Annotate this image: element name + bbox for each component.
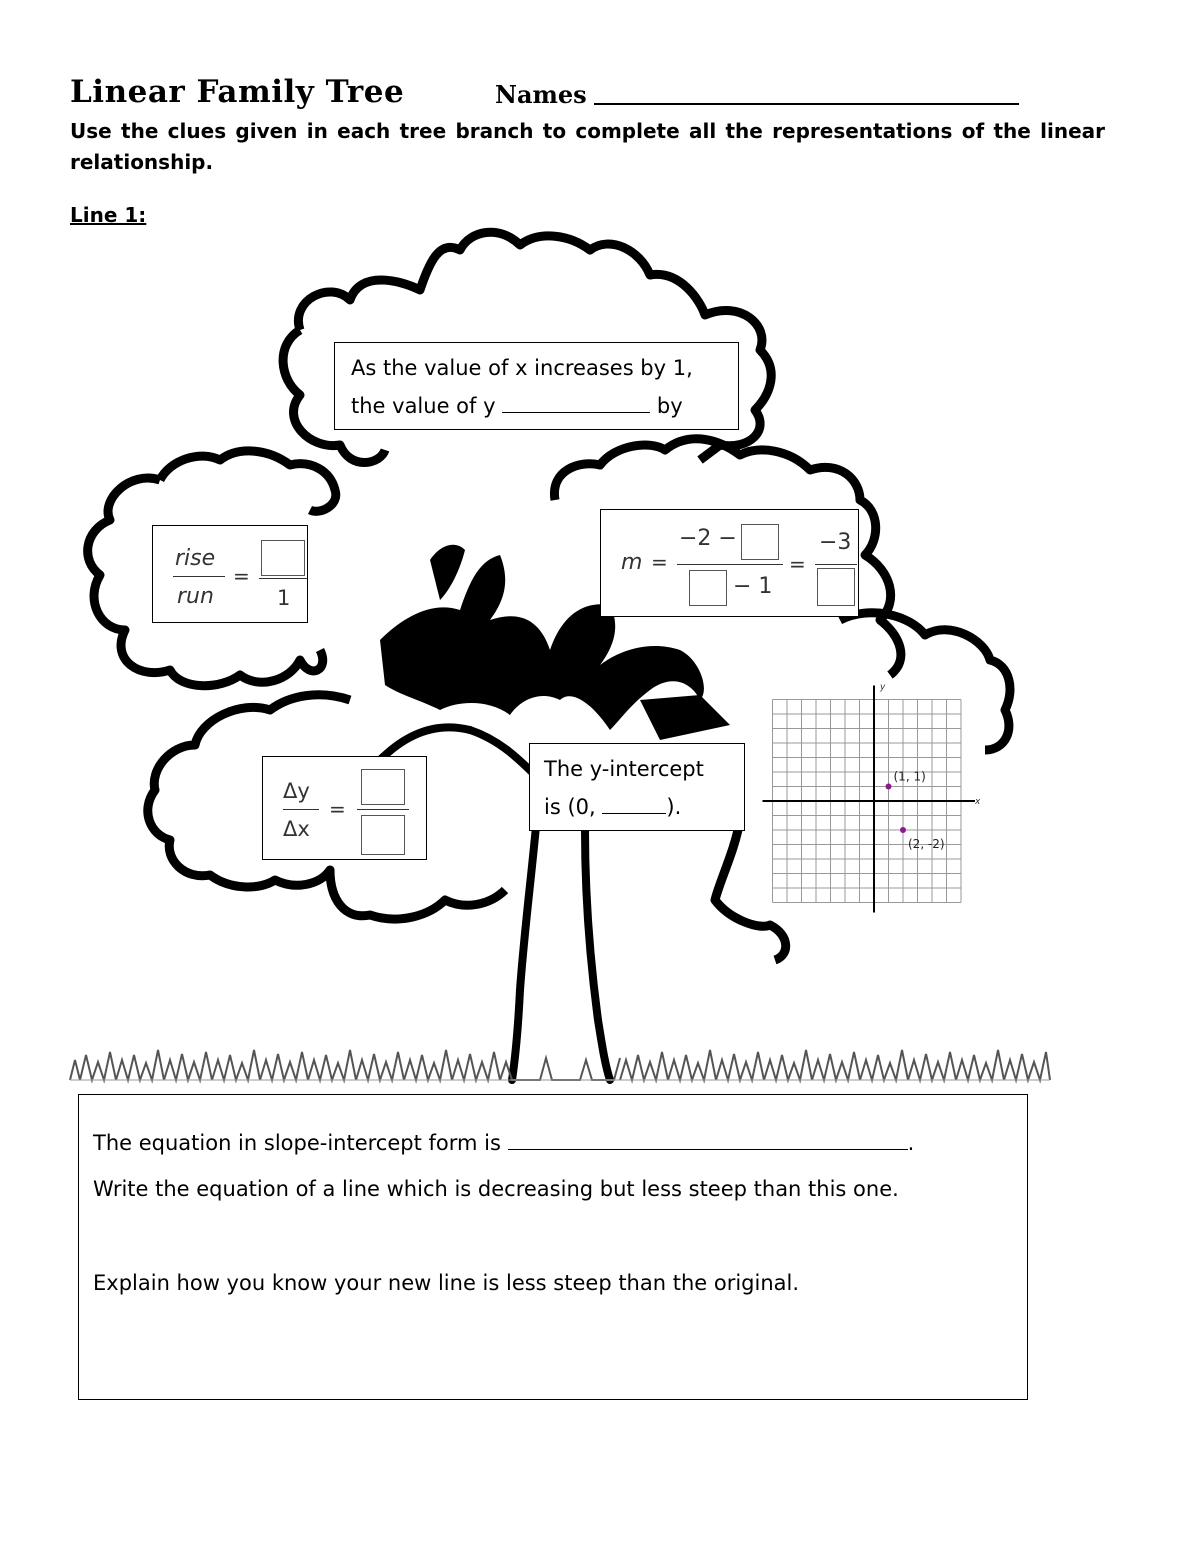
intercept-line1: The y-intercept: [544, 757, 704, 781]
question-box: [78, 1094, 1028, 1400]
rise-label: rise: [175, 546, 216, 571]
delta-x-blank[interactable]: [361, 815, 405, 855]
rise-run-bar: [173, 576, 225, 577]
clue-verbal-line1: As the value of x increases by 1,: [351, 356, 693, 380]
run-label: run: [177, 584, 214, 609]
delta-equals: =: [329, 797, 346, 821]
slope-eq2: =: [789, 552, 806, 576]
delta-y-blank[interactable]: [361, 769, 405, 805]
run-known-value: 1: [277, 586, 291, 610]
instructions: Use the clues given in each tree branch to complete all the representations of the linear relationship.: [70, 119, 1105, 174]
slope-m: m: [621, 550, 643, 575]
slope-num2: −3: [819, 530, 852, 555]
clue-verbal-blank[interactable]: [502, 412, 650, 413]
delta-y-label: Δy: [283, 779, 310, 803]
slope-num-blank[interactable]: [741, 524, 779, 560]
clue-slope-formula-box: [600, 509, 859, 617]
x-axis-label: x: [975, 797, 981, 807]
graph-point-label: (1, 1): [893, 769, 926, 784]
slope-den2-blank[interactable]: [817, 568, 855, 606]
rise-run-equals: =: [233, 564, 250, 588]
graph-point: [900, 827, 906, 833]
delta-bar: [283, 809, 319, 810]
clue-graph: [760, 678, 995, 918]
slope-fraction-bar: [677, 564, 783, 565]
names-label: Names: [495, 80, 587, 109]
equation-answer-line[interactable]: [508, 1149, 908, 1150]
clue-verbal-line2: [351, 387, 738, 425]
delta-bar-2: [357, 809, 409, 810]
clue-verbal-box: [334, 342, 739, 430]
question-1-period: .: [907, 1131, 915, 1155]
intercept-prefix: is (0,: [544, 795, 596, 819]
question-2: Write the equation of a line which is decreasing but less steep than this one.: [93, 1177, 899, 1201]
slope-den-blank[interactable]: [689, 570, 727, 606]
clue-verbal-prefix: the value of y: [351, 394, 496, 418]
clue-intercept-box: [529, 743, 745, 831]
intercept-line2: [544, 788, 744, 826]
y-axis-label: y: [880, 682, 886, 693]
rise-blank-box[interactable]: [261, 540, 305, 576]
line-label: Line 1:: [70, 203, 147, 227]
clue-verbal-suffix: by: [656, 394, 683, 418]
question-1-text: The equation in slope-intercept form is: [93, 1131, 501, 1155]
grass: [70, 1050, 1050, 1080]
canopy-left-top: [160, 451, 336, 511]
slope-den-suffix: − 1: [733, 574, 773, 599]
page-title: Linear Family Tree: [70, 74, 405, 110]
graph-point: [886, 784, 892, 790]
graph-point-label: (2, -2): [908, 837, 945, 851]
clue-rise-run-box: [152, 525, 308, 623]
rise-run-bar-2: [259, 578, 307, 579]
clue-delta-box: [262, 756, 427, 860]
intercept-suffix: ).: [666, 795, 682, 819]
question-1: [93, 1131, 914, 1155]
slope-eq: =: [651, 550, 668, 574]
delta-x-label: Δx: [283, 817, 310, 841]
intercept-blank[interactable]: [602, 813, 666, 814]
slope-num-prefix: −2 −: [679, 526, 737, 551]
question-3: Explain how you know your new line is less steep than the original.: [93, 1271, 800, 1295]
slope-fraction-bar-2: [815, 564, 857, 565]
